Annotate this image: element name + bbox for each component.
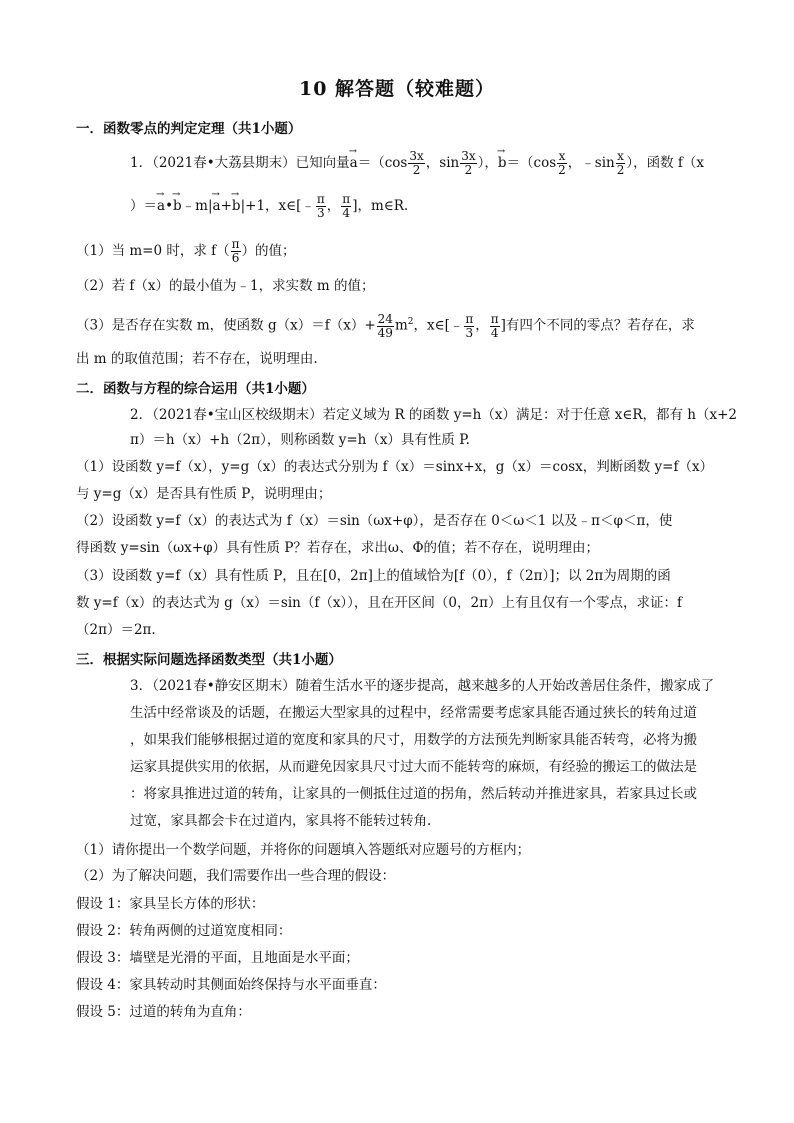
q3-assumption-4: 假设 4：家具转动时其侧面始终保持与水平面垂直： [76, 977, 386, 993]
frac-num: x [617, 149, 624, 163]
q2-line-4: 与 y=g（x）是否具有性质 P，说明理由； [76, 486, 332, 502]
fraction-pi-4 [341, 193, 351, 220]
fraction-pi-3 [316, 193, 326, 220]
frac-den: 49 [377, 325, 393, 340]
q2-line-2: π）＝h（x）+h（2π），则称函数 y=h（x）具有性质 P. [130, 432, 470, 448]
q1-text: ]有四个不同的零点？若存在，求 [500, 317, 695, 334]
frac-num: π [490, 311, 499, 326]
fraction-pi-4 [490, 313, 500, 340]
page-title: 10 解答题（较难题） [298, 78, 496, 100]
q1-text: ]，m∈R. [352, 198, 409, 214]
q1-text: ，﹣sin [567, 155, 615, 171]
section-heading-3: 三．根据实际问题选择函数类型（共1小题） [76, 652, 342, 668]
q1-text: ）， [477, 155, 498, 171]
frac-num: 3x [409, 149, 424, 163]
q2-line-6: 得函数 y=sin（ωx+φ）具有性质 P？若存在，求出ω、Φ的值；若不存在，说明理由； [76, 540, 600, 556]
q2-line-5: （2）设函数 y=f（x）的表达式为 f（x）＝sin（ωx+φ），是否存在 0＜ω＜1 以及﹣π＜φ＜π，使 [76, 513, 673, 529]
q1-text: ， [326, 198, 341, 214]
q2-line-3: （1）设函数 y=f（x），y=g（x）的表达式分别为 f（x）＝sinx+x，g（x）＝cosx，判断函数 y=f（x） [76, 459, 714, 475]
q3-assumption-3: 假设 3：墙壁是光滑的平面，且地面是水平面； [76, 950, 359, 966]
q3-line-6: 过宽，家具都会卡在过道内，家具将不能转过转角. [130, 813, 432, 829]
fraction-3x-2 [408, 150, 424, 177]
frac-den: 3 [465, 325, 474, 340]
q1-part-3 [76, 312, 695, 340]
exponent: 2 [407, 317, 414, 327]
vector-a: → a [157, 196, 165, 216]
q1-text: ）＝ [130, 198, 157, 214]
vector-b: → b [173, 196, 182, 216]
frac-num: 3x [461, 149, 476, 163]
fraction-24-49 [377, 313, 394, 340]
frac-den: 2 [616, 163, 625, 177]
q3-assumption-2: 假设 2：转角两侧的过道宽度相同： [76, 923, 292, 939]
q3-assumption-1: 假设 1：家具呈长方体的形状： [76, 896, 265, 912]
q1-text: • [165, 198, 174, 214]
q3-line-2: 生活中经常谈及的话题，在搬运大型家具的过程中，经常需要考虑家具能否通过狭长的转角过道 [130, 705, 697, 721]
vector-b: → b [498, 153, 507, 173]
q3-line-5: ：将家具推进过道的转角，让家具的一侧抵住过道的拐角，然后转动并推进家具，若家具过长或 [130, 786, 697, 802]
q3-assumption-5: 假设 5：过道的转角为直角： [76, 1004, 251, 1020]
q3-line-4: 运家具提供实用的依据，从而避免因家具尺寸过大而不能转弯的麻烦，有经验的搬运工的做法是 [130, 759, 697, 775]
frac-den: 2 [464, 163, 473, 177]
q1-text: ，x∈[﹣ [413, 317, 464, 334]
q2-line-7: （3）设函数 y=f（x）具有性质 P，且在[0，2π]上的值域恰为[f（0），f（2π）]；以 2π为周期的函 [76, 568, 671, 584]
q1-text: （1）当 m=0 时，求 f（ [76, 243, 230, 259]
q1-part-1 [76, 238, 296, 265]
q1-line-1 [130, 150, 704, 177]
fraction-3x-2b [460, 150, 476, 177]
q1-part-2: （2）若 f（x）的最小值为﹣1，求实数 m 的值； [76, 278, 375, 294]
q1-part-3-cont: 出 m 的取值范围；若不存在，说明理由. [76, 351, 318, 367]
q1-text: ＝（cos [506, 155, 557, 171]
frac-num: π [316, 192, 325, 206]
q1-text: （3）是否存在实数 m，使函数 g（x）＝f（x）+ [76, 317, 376, 334]
fraction-pi-6 [231, 238, 241, 265]
q1-text: |+1，x∈[﹣ [240, 198, 315, 214]
q1-text: ＝（cos [357, 155, 408, 171]
q1-intro: 1．（2021春•大荔县期末）已知向量 [130, 155, 350, 171]
frac-den: 6 [231, 251, 240, 265]
q2-line-8: 数 y=f（x）的表达式为 g（x）＝sin（f（x）），且在开区间（0，2π）上有且仅有一个零点，求证：f [76, 595, 682, 611]
frac-den: 3 [317, 206, 325, 220]
q2-line-9: （2π）＝2π. [76, 622, 156, 638]
q3-part-2: （2）为了解决问题，我们需要作出一些合理的假设： [76, 868, 396, 884]
frac-num: x [558, 149, 566, 163]
vector-b: → b [232, 196, 241, 216]
section-heading-1: 一．函数零点的判定定理（共1小题） [76, 121, 302, 137]
fraction-x-2 [557, 150, 567, 177]
vector-a: → a [213, 196, 221, 216]
fraction-pi-3 [464, 313, 474, 340]
q1-text: ， [475, 317, 489, 334]
section-heading-2: 二．函数与方程的综合运用（共1小题） [76, 381, 315, 397]
q1-text: m [394, 317, 408, 334]
frac-num: π [231, 237, 240, 251]
q1-text: ）的值； [241, 243, 296, 259]
frac-num: 24 [377, 311, 393, 326]
frac-den: 2 [558, 163, 566, 177]
frac-den: 2 [412, 163, 421, 177]
q1-text: ），函数 f（x [626, 155, 705, 171]
frac-num: π [342, 192, 351, 206]
q1-text: ，sin [425, 155, 460, 171]
q1-text: + [220, 198, 232, 214]
frac-num: π [465, 311, 474, 326]
frac-den: 4 [490, 325, 499, 340]
q3-part-1: （1）请你提出一个数学问题，并将你的问题填入答题纸对应题号的方框内； [76, 842, 531, 858]
q2-line-1: 2．（2021春•宝山区校级期末）若定义域为 R 的函数 y=h（x）满足：对于任意 x∈R，都有 h（x+2 [130, 407, 738, 423]
fraction-x-2b [616, 150, 626, 177]
q3-line-1: 3．（2021春•静安区期末）随着生活水平的逐步提高，越来越多的人开始改善居住条件，搬家成了 [130, 678, 715, 694]
q1-text: ﹣m| [181, 198, 213, 214]
q3-line-3: ，如果我们能够根据过道的宽度和家具的尺寸，用数学的方法预先判断家具能否转弯，必将为搬 [130, 732, 697, 748]
vector-a: → a [350, 153, 358, 173]
q1-line-2 [130, 193, 408, 220]
frac-den: 4 [342, 206, 351, 220]
